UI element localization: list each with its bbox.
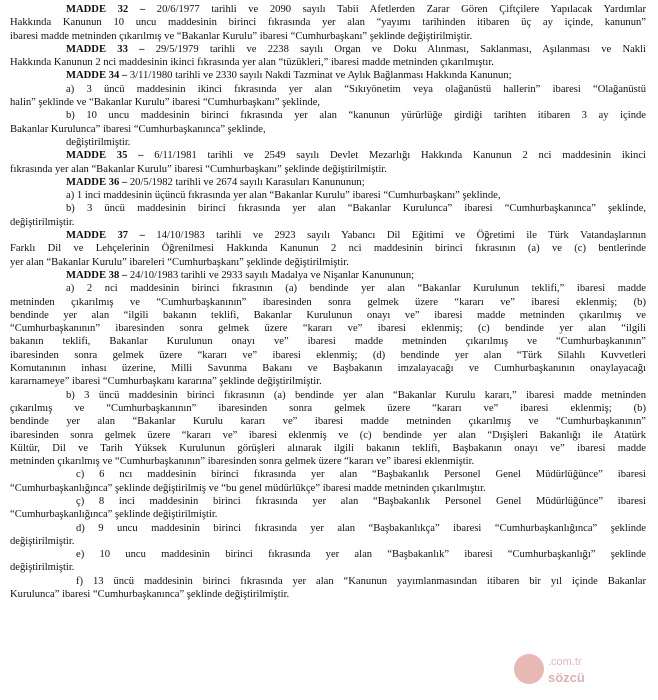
article-38-b-line: ibaresinden sonra gelmek üzere “kararı ve” ibaresi eklenmiş ve (c) bendinde yer alan “Dışişleri Bakanlığı ile Atatürk [10,429,646,441]
article-34-end: değiştirilmiştir. [66,136,131,148]
article-33-heading: MADDE 33 – [66,43,145,55]
article-36-line-1 [10,176,646,189]
article-38-c-line-2: “Cumhurbaşkanlığınca” şeklinde değiştirilmiş ve “bu genel müdürlükçe” ibaresi madde metninden çıkarılmıştır. [10,482,486,494]
article-34-b-line-2: Bakanlar Kurulunca” ibaresi “Cumhurbaşkanınca” şeklinde, [10,123,266,135]
watermark [514,652,650,692]
article-35-text: 6/11/1981 tarihli ve 2549 sayılı Devlet Mezarlığı Hakkında Kanunun 2 nci maddesinin ikinci [154,150,646,162]
article-38-a-line: ibaresinden sonra gelmek üzere “kararı ve” ibaresi eklenmiş; (d) bendinde yer alan “Türk Silahlı Kuvvetleri [10,349,646,361]
article-35-heading: MADDE 35 – [66,150,144,162]
article-38-b-line: çıkarılmış ve “Cumhurbaşkanının” ibaresinden sonra gelmek üzere “kararı ve” ibaresi eklenmiş; (b) [10,402,646,414]
article-34-a-line-1: a) 3 üncü maddesinin ikinci fıkrasında yer alan “Sıkıyönetim veya olağanüstü hallerin” ibaresi “Olağanüstü [66,83,646,95]
article-37-line-3: yer alan “Bakanlar Kurulu” ibareleri “Cumhurbaşkanı” şeklinde değiştirilmiştir. [10,256,349,268]
article-36-heading: MADDE 36 – [66,176,128,188]
article-34-b-line-1: b) 10 uncu maddesinin birinci fıkrasında yer alan “kanunun yürürlüğe girdiği tarihten itibaren 3 ay içinde [66,110,646,122]
article-32-text: 20/6/1977 tarihli ve 2090 sayılı Tabii Afetlerden Zarar Gören Çiftçilere Yapılacak Yardımlar [156,4,646,15]
watermark-logo-icon [514,654,544,684]
article-36-a: a) 1 inci maddesinin üçüncü fıkrasında yer alan “Bakanlar Kurulu” ibaresi “Cumhurbaşkanı” şeklinde, [66,190,501,202]
article-34-a-line-2: halin” şeklinde ve “Bakanlar Kurulu” ibaresi “Cumhurbaşkanı” şeklinde, [10,97,321,109]
article-35-line-2: fıkrasında yer alan “Bakanlar Kurulu” ibaresi “Cumhurbaşkanı” şeklinde değiştirilmiştir. [10,163,387,175]
article-38-a-line: a) 2 nci maddesinin birinci fıkrasının (a) bendinde yer alan “Bakanlar Kurulunun teklifi,” ibaresi madde [66,283,646,295]
article-38-line-1 [10,269,646,282]
article-38-text: 24/10/1983 tarihli ve 2933 sayılı Madalya ve Nişanlar Kanununun; [129,269,415,281]
article-37-heading: MADDE 37 – [66,230,145,242]
article-38-heading: MADDE 38 – [66,269,128,281]
article-38-a-line: bakanın teklifi, Bakanlar Kurulunun onayı ve” ibaresi madde metninden çıkarılmış ve “Cumhurbaşkanının” [10,336,646,348]
article-38-f-line-1: f) 13 üncü maddesinin birinci fıkrasında yer alan “Kanunun yayımlanmasından itibaren bir yıl içinde Bakanlar [76,575,646,587]
article-32-heading: MADDE 32 – [66,4,146,15]
article-38-e-line-2: değiştirilmiştir. [10,562,75,574]
article-38-a-line: Komutanının inhası üzerine, Milli Savunma Bakanı ve Başbakanın imzalayacağı ve Cumhurbaşkanının onaylayacağı [10,363,646,375]
article-38-f-line-2: Kurulunca” ibaresi “Cumhurbaşkanınca” şeklinde değiştirilmiştir. [10,589,290,601]
watermark-brand: sözcü [548,670,585,685]
article-34-text: 3/11/1980 tarihli ve 2330 sayılı Nakdi Tazminat ve Aylık Bağlanması Hakkında Kanunun; [129,70,512,82]
article-36-end: değiştirilmiştir. [10,216,75,228]
article-38-c-line-1: c) 6 ncı maddesinin birinci fıkrasında yer alan “Başbakanlık Personel Genel Müdürlüğünce” ibaresi [76,469,646,481]
article-37-text: 14/10/1983 tarihli ve 2923 sayılı Yabancı Dil Eğitimi ve Öğretimi ile Türk Vatandaşlarının [156,230,646,242]
watermark-domain: .com.tr [548,656,582,668]
article-38-b-line: bendinde yer alan “Bakanlar Kurulu kararı ve” ibaresi madde metninden çıkarılmış ve “Cumhurbaşkanının” [10,416,646,428]
article-32-line-1 [10,3,646,16]
article-38-d-line-2: değiştirilmiştir. [10,535,75,547]
article-38-a-line: kararnameye” ibaresi “Cumhurbaşkanı kararına” şeklinde değiştirilmiştir. [10,376,322,388]
article-33-line-1 [10,43,646,56]
article-34-heading: MADDE 34 – [66,70,128,82]
article-38-a-line: bendinde yer alan “ilgili bakanın teklifi, Bakanlar Kurulunun onayı ve” ibaresi madde metninden çıkarılmış ve [10,309,646,321]
article-38-a-line: “Cumhurbaşkanının” ibaresinden sonra gelmek üzere “kararı ve” ibaresi eklenmiş; (c) bendinde yer alan “ilgili [10,323,646,335]
article-33-text: 29/5/1979 tarihli ve 2238 sayılı Organ ve Doku Alınması, Saklanması, Aşılanması ve Nakli [155,43,646,55]
article-32-line-3: ibaresi madde metninden çıkarılmış ve “Bakanlar Kurulu” ibaresi “Cumhurbaşkanı” şeklinde değiştirilmiştir. [10,30,473,42]
article-38-b-line: Kültür, Dil ve Tarih Yüksek Kurulunun görüşleri alınarak ilgili bakanın teklifi, Başbakanın onayı ve” ibaresi madde [10,442,646,454]
article-38-a-line: metninden çıkarılmış ve “Cumhurbaşkanının” ibaresinden sonra gelmek üzere “kararı ve” ibaresi eklenmiş; (b) [10,296,646,308]
article-36-text: 20/5/1982 tarihli ve 2674 sayılı Karasuları Kanununun; [129,176,365,188]
article-38-b-line: b) 3 üncü maddesinin birinci fıkrasının (a) bendinde yer alan “Bakanlar Kurulu kararı,” ibaresi madde metninden [66,389,646,401]
article-38-cc-line-2: “Cumhurbaşkanlığınca” şeklinde değiştirilmiştir. [10,509,218,521]
article-36-b: b) 3 üncü maddesinin birinci fıkrasında yer alan “Bakanlar Kurulunca” ibaresi “Cumhurbaşkanınca” şeklinde, [66,203,646,215]
article-38-d-line-1: d) 9 uncu maddesinin birinci fıkrasında yer alan “Başbakanlıkça” ibaresi “Cumhurbaşkanlığınca” şeklinde [76,522,646,534]
article-38-cc-line-1: ç) 8 inci maddesinin birinci fıkrasında yer alan “Başbakanlık Personel Genel Müdürlüğünce” ibaresi [76,495,646,507]
article-38-e-line-1: e) 10 uncu maddesinin birinci fıkrasında yer alan “Başbakanlık” ibaresi “Cumhurbaşkanlığı” şeklinde [76,549,646,561]
article-37-line-2: Farklı Dil ve Lehçelerinin Öğrenilmesi Hakkında Kanunun 2 nci maddesinin birinci fıkrasının (a) ve (c) bentlerinde [10,243,646,255]
article-35-line-1 [10,149,646,162]
article-33-line-2: Hakkında Kanunun 2 nci maddesinin ikinci fıkrasında yer alan “tüzükleri,” ibaresi madde metninden çıkarılmıştır. [10,57,494,69]
article-38-b-line: metninden çıkarılmış ve “Cumhurbaşkanının” ibaresinden sonra gelmek üzere “kararı ve” ibaresi eklenmiştir. [10,456,475,468]
article-34-line-1 [10,69,646,82]
article-37-line-1 [10,229,646,242]
article-32-line-2: Hakkında Kanunun 10 uncu maddesinin birinci fıkrasında yer alan “yayımı tarihinden itibaren üç ay içinde, kanunun” [10,17,646,29]
